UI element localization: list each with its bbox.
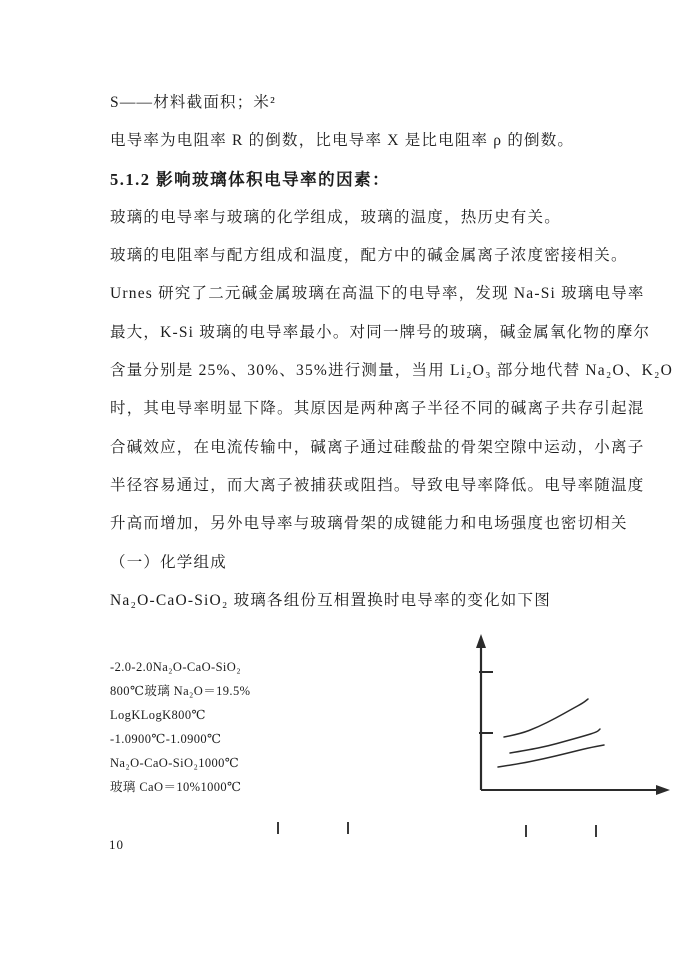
- paragraph-line: 最大，K-Si 玻璃的电导率最小。对同一牌号的玻璃，碱金属氧化物的摩尔: [110, 323, 651, 341]
- subheading-chemical-composition: （一）化学组成: [110, 553, 227, 571]
- footer-tick-mark: [595, 825, 597, 837]
- body-text: [110, 84, 673, 620]
- curve-bottom: [498, 745, 604, 767]
- y-axis-arrow-icon: [476, 634, 486, 648]
- footer-tick-mark: [347, 822, 349, 834]
- page-number: 10: [109, 837, 124, 852]
- paragraph-line: 合碱效应，在电流传输中，碱离子通过硅酸盐的骨架空隙中运动，小离子: [110, 438, 645, 456]
- figure-note-line: LogKLogK800℃: [110, 708, 206, 722]
- footer-tick-mark: [277, 822, 279, 834]
- paragraph-line: 时，其电导率明显下降。其原因是两种离子半径不同的碱离子共存引起混: [110, 400, 645, 418]
- paragraph-line: S——材料截面积；米²: [110, 94, 276, 111]
- footer-tick-mark: [525, 825, 527, 837]
- paragraph-line: 含量分别是 25%、30%、35%进行测量，当用 Li₂O₃ 部分地代替 Na₂O、K₂O: [110, 362, 673, 380]
- figure-note-line: Na₂O-CaO-SiO₂1000℃: [110, 756, 240, 770]
- paragraph-line: 电导率为电阻率 R 的倒数，比电导率 X 是比电阻率 ρ 的倒数。: [110, 132, 575, 150]
- figure-intro-line: Na₂O-CaO-SiO₂ 玻璃各组份互相置换时电导率的变化如下图: [110, 591, 551, 609]
- figure-caption-list: [110, 655, 250, 799]
- section-heading: 5.1.2 影响玻璃体积电导率的因素：: [110, 169, 391, 189]
- figure-note-line: -1.0900℃-1.0900℃: [110, 732, 222, 746]
- x-axis-arrow-icon: [656, 785, 670, 795]
- curve-middle: [510, 729, 600, 753]
- paragraph-line: 半径容易通过，而大离子被捕获或阻挡。导致电导率降低。电导率随温度: [110, 476, 645, 494]
- figure-note-line: 玻璃 CaO＝10%1000℃: [110, 780, 242, 794]
- paragraph-line: Urnes 研究了二元碱金属玻璃在高温下的电导率，发现 Na-Si 玻璃电导率: [110, 285, 645, 303]
- paragraph-line: 升高而增加，另外电导率与玻璃骨架的成键能力和电场强度也密切相关: [110, 515, 628, 533]
- figure-note-line: -2.0-2.0Na₂O-CaO-SiO₂: [110, 660, 241, 674]
- curve-top: [504, 699, 588, 737]
- figure-note-line: 800℃玻璃 Na₂O＝19.5%: [110, 684, 251, 698]
- paragraph-line: 玻璃的电导率与玻璃的化学组成，玻璃的温度，热历史有关。: [110, 208, 561, 226]
- paragraph-line: 玻璃的电阻率与配方组成和温度，配方中的碱金属离子浓度密接相关。: [110, 247, 628, 265]
